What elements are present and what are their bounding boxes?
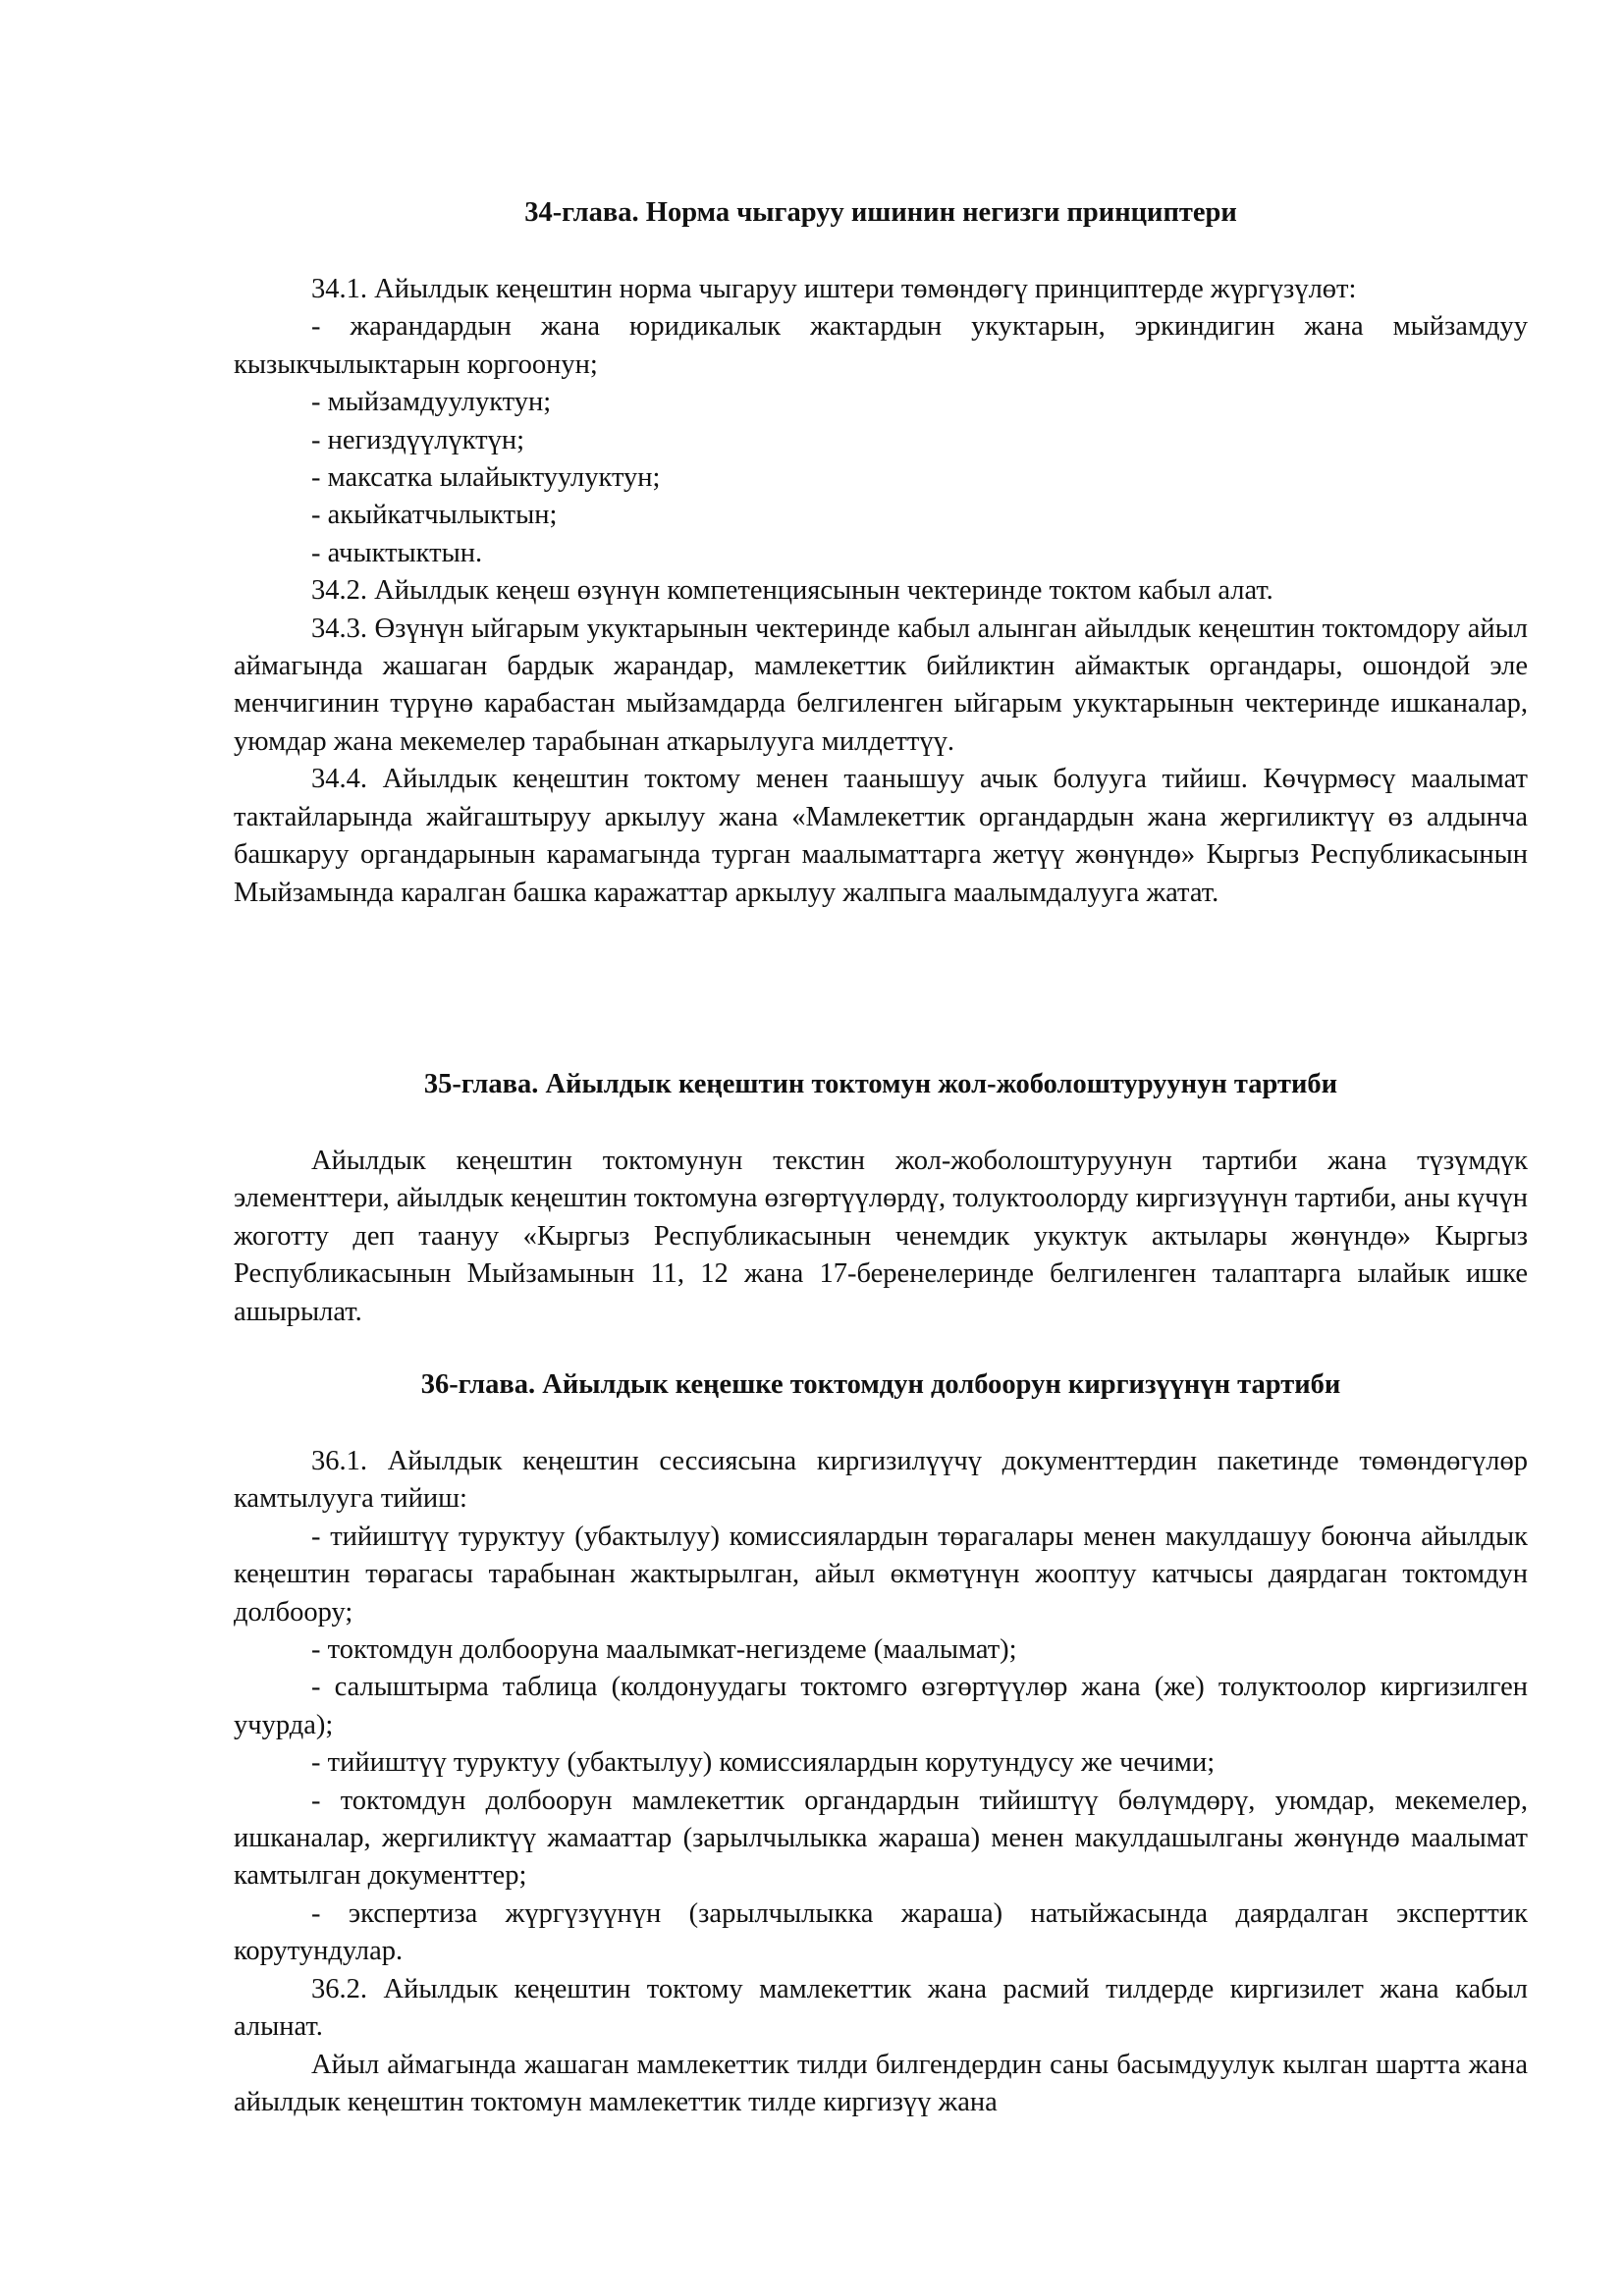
paragraph-36-3: Айыл аймагында жашаган мамлекеттик тилди билгендердин саны басымдуулук кылган шартта жана айылдык кеңештин токтомун мамлекеттик тилде киргизүү жана [234, 2049, 1528, 2117]
list-item: - жарандардын жана юридикалык жактардын укуктарын, эркиндигин жана мыйзамдуу кызыкчылыктарын коргоонун; [234, 311, 1528, 380]
list-item: - ачыктыктын. [311, 537, 483, 568]
paragraph-34-3: 34.3. Өзүнүн ыйгарым укуктарынын чектеринде кабыл алынган айылдык кеңештин токтомдору айыл аймагында жашаган бардык жарандар, мамлекеттик бийликтин аймактык органдары, ошондой эле менчигинин түрүнө карабастан мыйзамдарда белгиленген ыйгарым укуктарынын чектеринде ишканалар, уюмдар жана мекемелер тарабынан аткарылууга милдеттүү. [234, 613, 1528, 757]
paragraph-36-2: 36.2. Айылдык кеңештин токтому мамлекеттик жана расмий тилдерде киргизилет жана кабыл алынат. [234, 1973, 1528, 2043]
chapter-34-heading: 34-глава. Норма чыгаруу ишинин негизги принциптери [524, 197, 1237, 228]
chapter-35-heading: 35-глава. Айылдык кеңештин токтомун жол-жоболоштуруунун тартиби [423, 1069, 1338, 1099]
list-item: - акыйкатчылыктын; [311, 500, 558, 531]
list-item: - мыйзамдуулуктун; [311, 387, 552, 418]
paragraph-35: Айылдык кеңештин токтомунун текстин жол-жоболоштуруунун тартиби жана түзүмдүк элементтери, айылдык кеңештин токтомуна өзгөртүүлөрдү, толуктоолорду киргизүүнүн тартиби, аны күчүн жоготту деп таануу «Кыргыз Республикасынын ченемдик укуктук актылары жөнүндө» Кыргыз Республикасынын Мыйзамынын 11, 12 жана 17-беренелеринде белгиленген талаптарга ылайык ишке ашырылат. [234, 1146, 1528, 1327]
list-item: - экспертиза жүргүзүүнүн (зарылчылыкка жараша) натыйжасында даярдалган эксперттик корутундулар. [234, 1897, 1528, 1967]
chapter-36-body [234, 1443, 1528, 2121]
paragraph-34-1: 34.1. Айылдык кеңештин норма чыгаруу иштери төмөндөгү принциптерде жүргүзүлөт: [311, 274, 1357, 304]
chapter-34-body [234, 271, 1528, 912]
paragraph-34-2: 34.2. Айылдык кеңеш өзүнүн компетенциясынын чектеринде токтом кабыл алат. [311, 575, 1273, 607]
list-item: - тийиштүү туруктуу (убактылуу) комиссиялардын төрагалары менен макулдашуу боюнча айылдык кеңештин төрагасы тарабынан жактырылган, айыл өкмөтүнүн жооптуу катчысы даярдаган токтомдун долбоору; [234, 1521, 1528, 1628]
paragraph-36-1: 36.1. Айылдык кеңештин сессиясына киргизилүүчү документтердин пакетинде төмөндөгүлөр камтылууга тийиш: [234, 1446, 1528, 1515]
chapter-35-body [234, 1143, 1528, 1331]
list-item: - токтомдун долбооруна маалымкат-негиздеме (маалымат); [311, 1634, 1017, 1666]
list-item: - тийиштүү туруктуу (убактылуу) комиссиялардын корутундусу же чечими; [311, 1747, 1216, 1779]
list-item: - салыштырма таблица (колдонуудагы токтомго өзгөртүүлөр жана (же) толуктоолор киргизилген учурда); [234, 1672, 1528, 1740]
list-item: - токтомдун долбоорун мамлекеттик органдардын тийиштүү бөлүмдөрү, уюмдар, мекемелер, ишканалар, жергиликтүү жамааттар (зарылчылыкка жараша) менен макулдашылганы жөнүндө маалымат камтылган документтер; [234, 1785, 1528, 1892]
chapter-36-heading: 36-глава. Айылдык кеңешке токтомдун долбоорун киргизүүнүн тартиби [420, 1369, 1341, 1400]
list-item: - негиздүүлүктүн; [311, 424, 525, 455]
list-item: - максатка ылайыктуулуктун; [311, 462, 661, 494]
paragraph-34-4: 34.4. Айылдык кеңештин токтому менен таанышуу ачык болууга тийиш. Көчүрмөсү маалымат тактайларында жайгаштыруу аркылуу жана «Мамлекеттик органдардын жана жергиликтүү өз алдынча башкаруу органдарынын карамагында турган маалыматтарга жетүү жөнүндө» Кыргыз Республикасынын Мыйзамында каралган башка каражаттар аркылуу жалпыга маалымдалууга жатат. [234, 764, 1528, 908]
